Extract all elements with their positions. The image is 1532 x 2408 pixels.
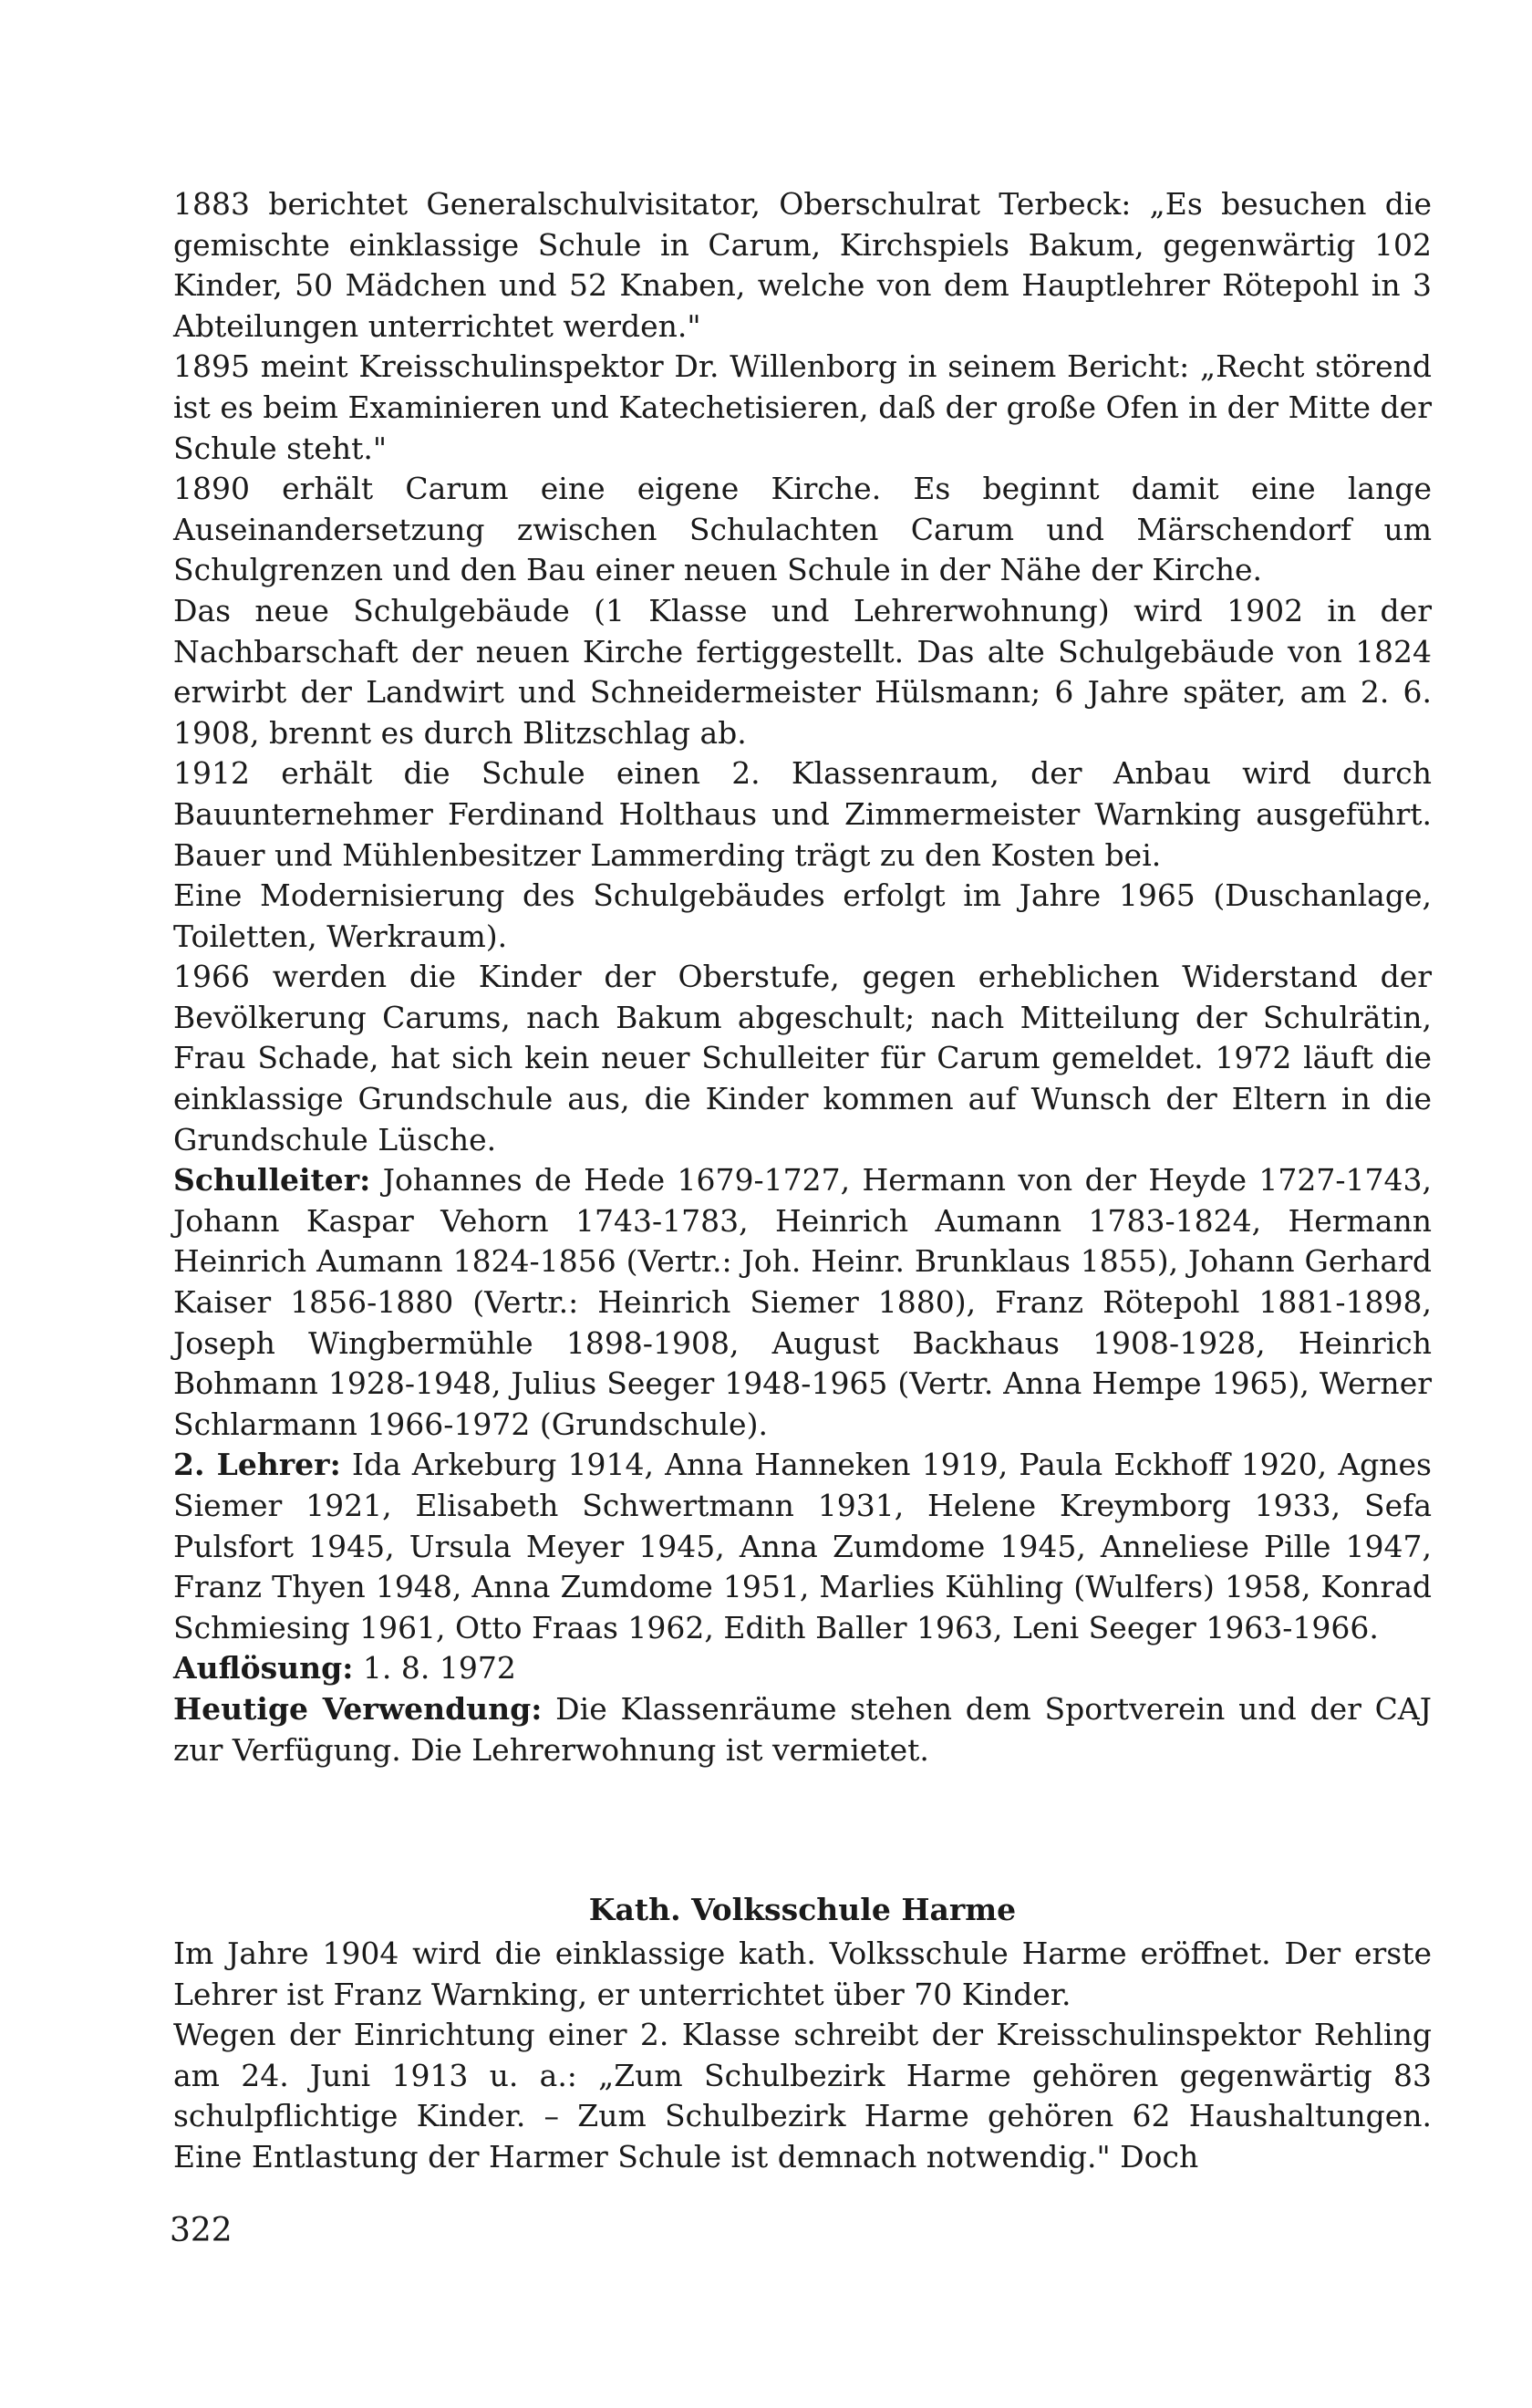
- aufloesung-label: Auflösung:: [173, 1650, 354, 1687]
- paragraph-harme-1904: Im Jahre 1904 wird die einklassige kath. Volksschule Harme eröffnet. Der erste Lehrer ist Franz Warnking, er unterrichtet über 70 Kinder.: [173, 1936, 1432, 2012]
- lehrer-label: 2. Lehrer:: [173, 1447, 341, 1483]
- paragraph-new-building: Das neue Schulgebäude (1 Klasse und Lehrerwohnung) wird 1902 in der Nachbarschaft der neuen Kirche fertiggestellt. Das alte Schulgebäude von 1824 erwirbt der Landwirt und Schneidermeister Hülsmann; 6 Jahre später, am 2. 6. 1908, brennt es durch Blitzschlag ab.: [173, 592, 1432, 751]
- harme-text: [173, 1934, 1432, 2178]
- lehrer-paragraph: [173, 1445, 1432, 1648]
- paragraph-modernization: Eine Modernisierung des Schulgebäudes erfolgt im Jahre 1965 (Duschanlage, Toiletten, Werkraum).: [173, 877, 1432, 954]
- paragraph-1883: 1883 berichtet Generalschulvisitator, Oberschulrat Terbeck: „Es besuchen die gemischte einklassige Schule in Carum, Kirchspiels Bakum, gegenwärtig 102 Kinder, 50 Mädchen und 52 Knaben, welche von dem Hauptlehrer Rötepohl in 3 Abteilungen unterrichtet werden.": [173, 186, 1432, 344]
- paragraph-1966: 1966 werden die Kinder der Oberstufe, gegen erheblichen Widerstand der Bevölkerung Carums, nach Bakum abgeschult; nach Mitteilung der Schulrätin, Frau Schade, hat sich kein neuer Schulleiter für Carum gemeldet. 1972 läuft die einklassige Grundschule aus, die Kinder kommen auf Wunsch der Eltern in die Grundschule Lüsche.: [173, 959, 1432, 1157]
- aufloesung-paragraph: [173, 1648, 1432, 1689]
- paragraph-1912: 1912 erhält die Schule einen 2. Klassenraum, der Anbau wird durch Bauunternehmer Ferdinand Holthaus und Zimmermeister Warnking ausgeführt. Bauer und Mühlenbesitzer Lammerding trägt zu den Kosten bei.: [173, 755, 1432, 873]
- paragraph-harme-1913: Wegen der Einrichtung einer 2. Klasse schreibt der Kreisschulinspektor Rehling am 24. Juni 1913 u. a.: „Zum Schulbezirk Harme gehören gegenwärtig 83 schulpflichtige Kinder. – Zum Schulbezirk Harme gehören 62 Haushaltungen. Eine Entlastung der Harmer Schule ist demnach notwendig." Doch: [173, 2017, 1432, 2174]
- aufloesung-text: 1. 8. 1972: [353, 1650, 516, 1687]
- paragraph-1895: 1895 meint Kreisschulinspektor Dr. Willenborg in seinem Bericht: „Recht störend ist es beim Examinieren und Katechetisieren, daß der große Ofen in der Mitte der Schule steht.": [173, 348, 1432, 466]
- section-heading: Kath. Volksschule Harme: [588, 1892, 1017, 1927]
- page-number: 322: [170, 2212, 233, 2249]
- lehrer-text: Ida Arkeburg 1914, Anna Hanneken 1919, Paula Eckhoff 1920, Agnes Siemer 1921, Elisabeth Schwertmann 1931, Helene Kreymborg 1933, Sefa Pulsfort 1945, Ursula Meyer 1945, Anna Zumdome 1945, Anneliese Pille 1947, Franz Thyen 1948, Anna Zumdome 1951, Marlies Kühling (Wulfers) 1958, Konrad Schmiesing 1961, Otto Fraas 1962, Edith Baller 1963, Leni Seeger 1963-1966.: [173, 1447, 1432, 1645]
- paragraph-1890: 1890 erhält Carum eine eigene Kirche. Es beginnt damit eine lange Auseinandersetzung zwischen Schulachten Carum und Märschendorf um Schulgrenzen und den Bau einer neuen Schule in der Nähe der Kirche.: [173, 471, 1432, 588]
- main-text: [173, 184, 1432, 1770]
- verwendung-label: Heutige Verwendung:: [173, 1690, 543, 1727]
- schulleiter-text: Johannes de Hede 1679-1727, Hermann von der Heyde 1727-1743, Johann Kaspar Vehorn 1743-1783, Heinrich Aumann 1783-1824, Hermann Heinrich Aumann 1824-1856 (Vertr.: Joh. Heinr. Brunklaus 1855), Johann Gerhard Kaiser 1856-1880 (Vertr.: Heinrich Siemer 1880), Franz Rötepohl 1881-1898, Joseph Wingbermühle 1898-1908, August Backhaus 1908-1928, Heinrich Bohmann 1928-1948, Julius Seeger 1948-1965 (Vertr. Anna Hempe 1965), Werner Schlarmann 1966-1972 (Grundschule).: [173, 1162, 1432, 1442]
- schulleiter-paragraph: [173, 1160, 1432, 1445]
- verwendung-paragraph: [173, 1689, 1432, 1770]
- schulleiter-label: Schulleiter:: [173, 1162, 371, 1199]
- verwendung-text: Die Klassenräume stehen dem Sportverein und der CAJ zur Verfügung. Die Lehrerwohnung ist vermietet.: [173, 1690, 1432, 1768]
